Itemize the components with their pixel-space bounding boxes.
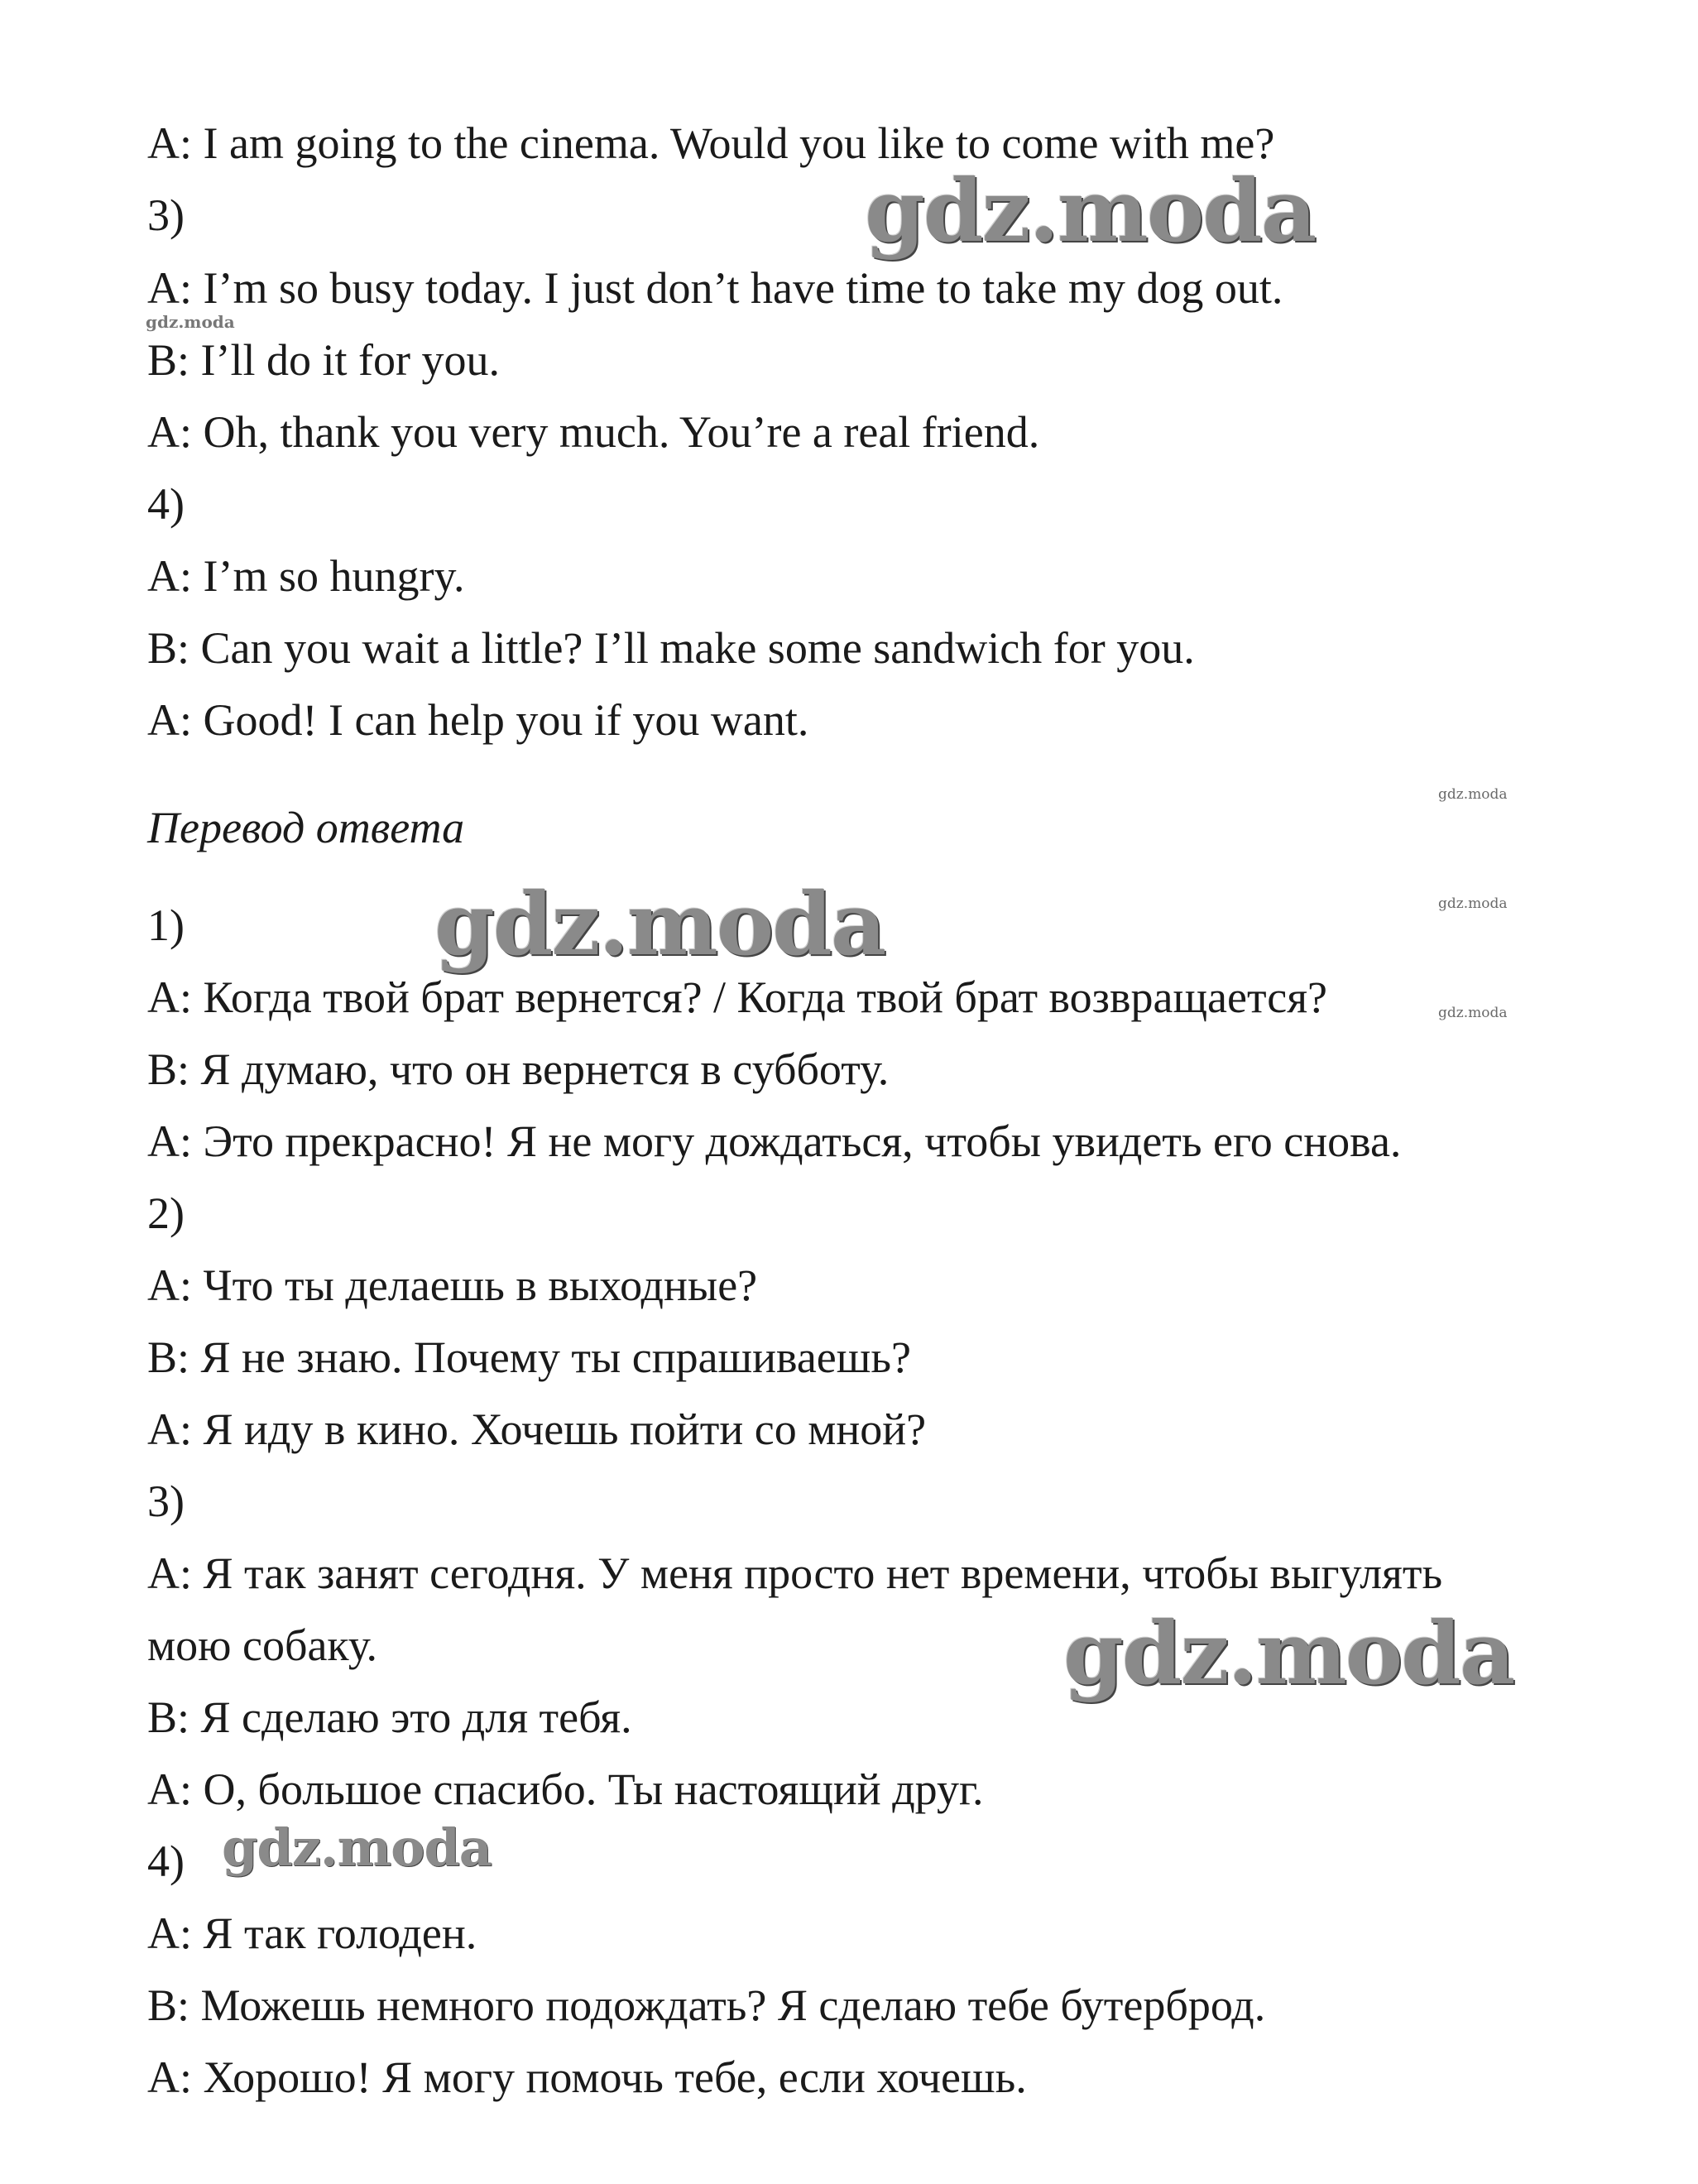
- dialogue-line: A: Хорошо! Я могу помочь тебе, если хочешь.: [147, 2052, 1027, 2102]
- dialogue-line: A: Good! I can help you if you want.: [147, 695, 809, 745]
- watermark-logo: gdz.moda: [222, 1817, 492, 1878]
- watermark-logo: gdz.moda: [146, 312, 235, 332]
- watermark-logo: gdz.moda: [1438, 1005, 1508, 1021]
- dialogue-line: B: Я думаю, что он вернется в субботу.: [147, 1044, 890, 1094]
- watermark-logo: gdz.moda: [434, 873, 885, 975]
- watermark-logo: gdz.moda: [865, 160, 1316, 262]
- dialogue-line: A: Что ты делаешь в выходные?: [147, 1260, 758, 1310]
- watermark-logo: gdz.moda: [1438, 895, 1508, 912]
- dialogue-line: B: Я сделаю это для тебя.: [147, 1692, 632, 1742]
- dialogue-line: A: I’m so busy today. I just don’t have time to take my dog out.: [147, 263, 1283, 313]
- dialogue-number: 1): [147, 900, 185, 950]
- watermark-logo: gdz.moda: [1438, 786, 1508, 803]
- dialogue-line: A: I’m so hungry.: [147, 551, 465, 601]
- dialogue-line: A: Я иду в кино. Хочешь пойти со мной?: [147, 1404, 927, 1454]
- watermark-logo: gdz.moda: [1063, 1602, 1514, 1704]
- dialogue-line: A: Когда твой брат вернется? / Когда твой брат возвращается?: [147, 972, 1328, 1022]
- dialogue-line: A: О, большое спасибо. Ты настоящий друг.: [147, 1764, 984, 1814]
- dialogue-line: B: I’ll do it for you.: [147, 335, 500, 385]
- dialogue-line: A: I am going to the cinema. Would you like to come with me?: [147, 118, 1275, 168]
- dialogue-number: 3): [147, 190, 185, 240]
- dialogue-line: A: Я так занят сегодня. У меня просто нет времени, чтобы выгулять: [147, 1548, 1443, 1598]
- dialogue-line: A: Это прекрасно! Я не могу дождаться, чтобы увидеть его снова.: [147, 1116, 1402, 1166]
- dialogue-line: A: Я так голоден.: [147, 1908, 477, 1958]
- dialogue-number: 4): [147, 479, 185, 529]
- dialogue-number: 2): [147, 1188, 185, 1238]
- dialogue-line: A: Oh, thank you very much. You’re a real friend.: [147, 407, 1040, 457]
- dialogue-line: B: Я не знаю. Почему ты спрашиваешь?: [147, 1332, 911, 1382]
- dialogue-line: мою собаку.: [147, 1620, 377, 1670]
- translation-heading: Перевод ответа: [147, 803, 465, 852]
- dialogue-line: B: Can you wait a little? I’ll make some sandwich for you.: [147, 623, 1195, 673]
- dialogue-number: 3): [147, 1476, 185, 1526]
- dialogue-line: B: Можешь немного подождать? Я сделаю тебе бутерброд.: [147, 1980, 1266, 2030]
- dialogue-number: 4): [147, 1836, 185, 1886]
